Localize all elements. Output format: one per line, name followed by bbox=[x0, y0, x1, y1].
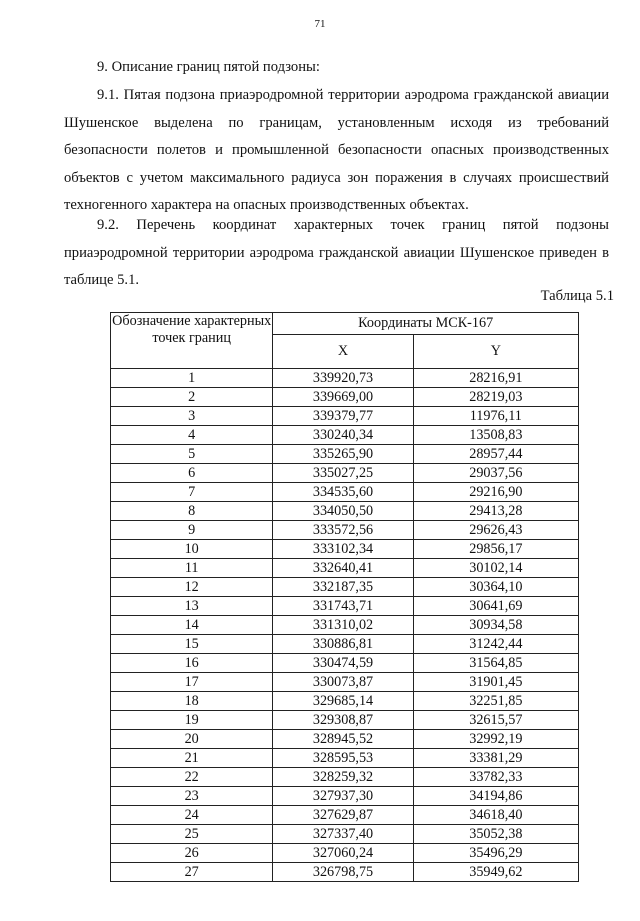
y-coordinate-cell: 11976,11 bbox=[413, 407, 578, 426]
table-row bbox=[111, 654, 579, 673]
point-number-cell: 7 bbox=[111, 483, 273, 502]
table-row bbox=[111, 426, 579, 445]
y-coordinate-cell: 29413,28 bbox=[413, 502, 578, 521]
y-coordinate-cell: 28216,91 bbox=[413, 369, 578, 388]
x-coordinate-cell: 328945,52 bbox=[273, 730, 413, 749]
point-number-cell: 24 bbox=[111, 806, 273, 825]
x-coordinate-cell: 330886,81 bbox=[273, 635, 413, 654]
table-row bbox=[111, 863, 579, 882]
y-coordinate-cell: 30641,69 bbox=[413, 597, 578, 616]
point-number-cell: 4 bbox=[111, 426, 273, 445]
x-coordinate-cell: 339379,77 bbox=[273, 407, 413, 426]
point-number-cell: 23 bbox=[111, 787, 273, 806]
y-coordinate-cell: 30934,58 bbox=[413, 616, 578, 635]
point-number-cell: 6 bbox=[111, 464, 273, 483]
x-coordinate-cell: 326798,75 bbox=[273, 863, 413, 882]
x-coordinate-cell: 327337,40 bbox=[273, 825, 413, 844]
y-coordinate-cell: 29216,90 bbox=[413, 483, 578, 502]
table-row bbox=[111, 597, 579, 616]
x-coordinate-cell: 329685,14 bbox=[273, 692, 413, 711]
point-number-cell: 21 bbox=[111, 749, 273, 768]
paragraph-9-1: 9.1. Пятая подзона приаэродромной территории аэродрома гражданской авиации Шушенское выделена по границам, установленным исходя из требований безопасности полетов и промышленной безопасности опасных производственных объектов с учетом максимального радиуса зон поражения в случаях происшествий техногенного характера на опасных производственных объектах. bbox=[64, 87, 609, 213]
table-row bbox=[111, 673, 579, 692]
table-row bbox=[111, 616, 579, 635]
y-coordinate-cell: 35052,38 bbox=[413, 825, 578, 844]
y-coordinate-cell: 32251,85 bbox=[413, 692, 578, 711]
y-coordinate-cell: 30364,10 bbox=[413, 578, 578, 597]
x-coordinate-cell: 331310,02 bbox=[273, 616, 413, 635]
point-number-cell: 17 bbox=[111, 673, 273, 692]
y-coordinate-cell: 29037,56 bbox=[413, 464, 578, 483]
point-number-cell: 26 bbox=[111, 844, 273, 863]
y-coordinate-cell: 31901,45 bbox=[413, 673, 578, 692]
coordinates-table bbox=[110, 312, 579, 882]
point-number-cell: 10 bbox=[111, 540, 273, 559]
y-coordinate-cell: 32615,57 bbox=[413, 711, 578, 730]
y-coordinate-cell: 32992,19 bbox=[413, 730, 578, 749]
y-coordinate-cell: 13508,83 bbox=[413, 426, 578, 445]
y-coordinate-cell: 31564,85 bbox=[413, 654, 578, 673]
y-coordinate-cell: 28219,03 bbox=[413, 388, 578, 407]
paragraph-9-2: 9.2. Перечень координат характерных точек границ пятой подзоны приаэродромной территории аэродрома гражданской авиации Шушенское приведен в таблице 5.1. bbox=[64, 217, 609, 288]
x-coordinate-cell: 334535,60 bbox=[273, 483, 413, 502]
y-coordinate-cell: 33782,33 bbox=[413, 768, 578, 787]
x-coordinate-cell: 335027,25 bbox=[273, 464, 413, 483]
y-coordinate-cell: 35949,62 bbox=[413, 863, 578, 882]
table-row bbox=[111, 692, 579, 711]
x-coordinate-cell: 330073,87 bbox=[273, 673, 413, 692]
table-row bbox=[111, 825, 579, 844]
point-number-cell: 25 bbox=[111, 825, 273, 844]
table-body bbox=[111, 369, 579, 882]
table-row bbox=[111, 768, 579, 787]
header-x: X bbox=[273, 335, 413, 369]
point-number-cell: 2 bbox=[111, 388, 273, 407]
point-number-cell: 12 bbox=[111, 578, 273, 597]
x-coordinate-cell: 332187,35 bbox=[273, 578, 413, 597]
point-number-cell: 9 bbox=[111, 521, 273, 540]
table-row bbox=[111, 407, 579, 426]
header-points: Обозначение характерных точек границ bbox=[111, 313, 273, 369]
header-coordinates: Координаты МСК-167 bbox=[273, 313, 579, 335]
point-number-cell: 15 bbox=[111, 635, 273, 654]
table-row bbox=[111, 635, 579, 654]
x-coordinate-cell: 333102,34 bbox=[273, 540, 413, 559]
table-row bbox=[111, 521, 579, 540]
table-row bbox=[111, 559, 579, 578]
y-coordinate-cell: 28957,44 bbox=[413, 445, 578, 464]
x-coordinate-cell: 330474,59 bbox=[273, 654, 413, 673]
point-number-cell: 27 bbox=[111, 863, 273, 882]
point-number-cell: 3 bbox=[111, 407, 273, 426]
x-coordinate-cell: 330240,34 bbox=[273, 426, 413, 445]
y-coordinate-cell: 29626,43 bbox=[413, 521, 578, 540]
x-coordinate-cell: 339920,73 bbox=[273, 369, 413, 388]
y-coordinate-cell: 29856,17 bbox=[413, 540, 578, 559]
y-coordinate-cell: 31242,44 bbox=[413, 635, 578, 654]
section-heading: 9. Описание границ пятой подзоны: bbox=[97, 59, 320, 75]
table-row bbox=[111, 464, 579, 483]
x-coordinate-cell: 327629,87 bbox=[273, 806, 413, 825]
table-row bbox=[111, 844, 579, 863]
x-coordinate-cell: 331743,71 bbox=[273, 597, 413, 616]
point-number-cell: 18 bbox=[111, 692, 273, 711]
table-row bbox=[111, 730, 579, 749]
point-number-cell: 14 bbox=[111, 616, 273, 635]
table-row bbox=[111, 749, 579, 768]
x-coordinate-cell: 334050,50 bbox=[273, 502, 413, 521]
table-caption: Таблица 5.1 bbox=[540, 288, 614, 304]
point-number-cell: 13 bbox=[111, 597, 273, 616]
y-coordinate-cell: 35496,29 bbox=[413, 844, 578, 863]
y-coordinate-cell: 34194,86 bbox=[413, 787, 578, 806]
x-coordinate-cell: 327937,30 bbox=[273, 787, 413, 806]
header-y: Y bbox=[413, 335, 578, 369]
table-row bbox=[111, 806, 579, 825]
point-number-cell: 22 bbox=[111, 768, 273, 787]
x-coordinate-cell: 339669,00 bbox=[273, 388, 413, 407]
point-number-cell: 20 bbox=[111, 730, 273, 749]
table-row bbox=[111, 540, 579, 559]
x-coordinate-cell: 327060,24 bbox=[273, 844, 413, 863]
y-coordinate-cell: 33381,29 bbox=[413, 749, 578, 768]
table-row bbox=[111, 578, 579, 597]
x-coordinate-cell: 329308,87 bbox=[273, 711, 413, 730]
table-row bbox=[111, 388, 579, 407]
table-row bbox=[111, 502, 579, 521]
page-number: 71 bbox=[314, 18, 326, 30]
point-number-cell: 11 bbox=[111, 559, 273, 578]
table-row bbox=[111, 369, 579, 388]
table-row bbox=[111, 787, 579, 806]
x-coordinate-cell: 333572,56 bbox=[273, 521, 413, 540]
table-row bbox=[111, 483, 579, 502]
point-number-cell: 16 bbox=[111, 654, 273, 673]
x-coordinate-cell: 328259,32 bbox=[273, 768, 413, 787]
point-number-cell: 5 bbox=[111, 445, 273, 464]
y-coordinate-cell: 30102,14 bbox=[413, 559, 578, 578]
x-coordinate-cell: 328595,53 bbox=[273, 749, 413, 768]
table-row bbox=[111, 445, 579, 464]
x-coordinate-cell: 332640,41 bbox=[273, 559, 413, 578]
point-number-cell: 19 bbox=[111, 711, 273, 730]
x-coordinate-cell: 335265,90 bbox=[273, 445, 413, 464]
point-number-cell: 1 bbox=[111, 369, 273, 388]
point-number-cell: 8 bbox=[111, 502, 273, 521]
y-coordinate-cell: 34618,40 bbox=[413, 806, 578, 825]
table-row bbox=[111, 711, 579, 730]
